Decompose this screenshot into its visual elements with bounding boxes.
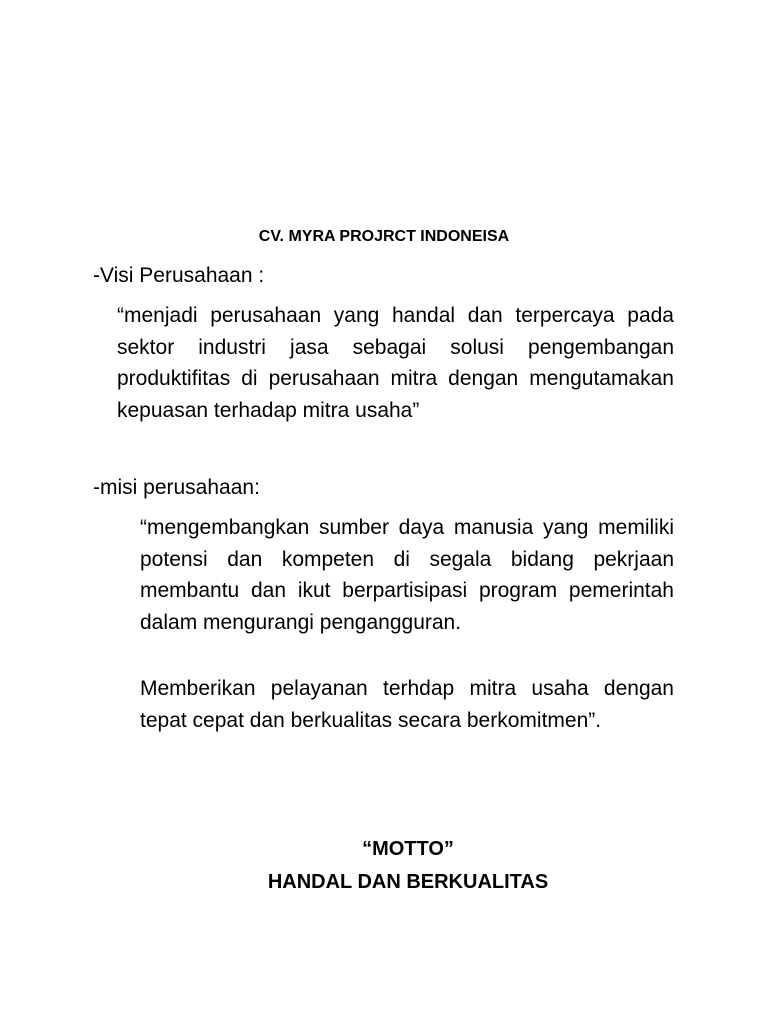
motto-text: HANDAL DAN BERKUALITAS (267, 871, 549, 893)
misi-label: -misi perusahaan: (93, 476, 260, 499)
visi-label: -Visi Perusahaan : (93, 264, 265, 287)
visi-text: “menjadi perusahaan yang handal dan terpercaya pada sektor industri jasa sebagai solusi pengembangan produktifitas di perusahaan mitra dengan mengutamakan kepuasan terhadap mitra usaha” (117, 304, 674, 422)
motto-title: “MOTTO” (362, 838, 454, 860)
company-title: CV. MYRA PROJRCT INDONEISA (258, 228, 510, 245)
misi-text-1: “mengembangkan sumber daya manusia yang memiliki potensi dan kompeten di segala bidang pekrjaan membantu dan ikut berpartisipasi program pemerintah dalam mengurangi pengangguran. (140, 516, 674, 634)
misi-text-2: Memberikan pelayanan terhdap mitra usaha dengan tepat cepat dan berkualitas secara berkomitmen”. (140, 677, 674, 732)
